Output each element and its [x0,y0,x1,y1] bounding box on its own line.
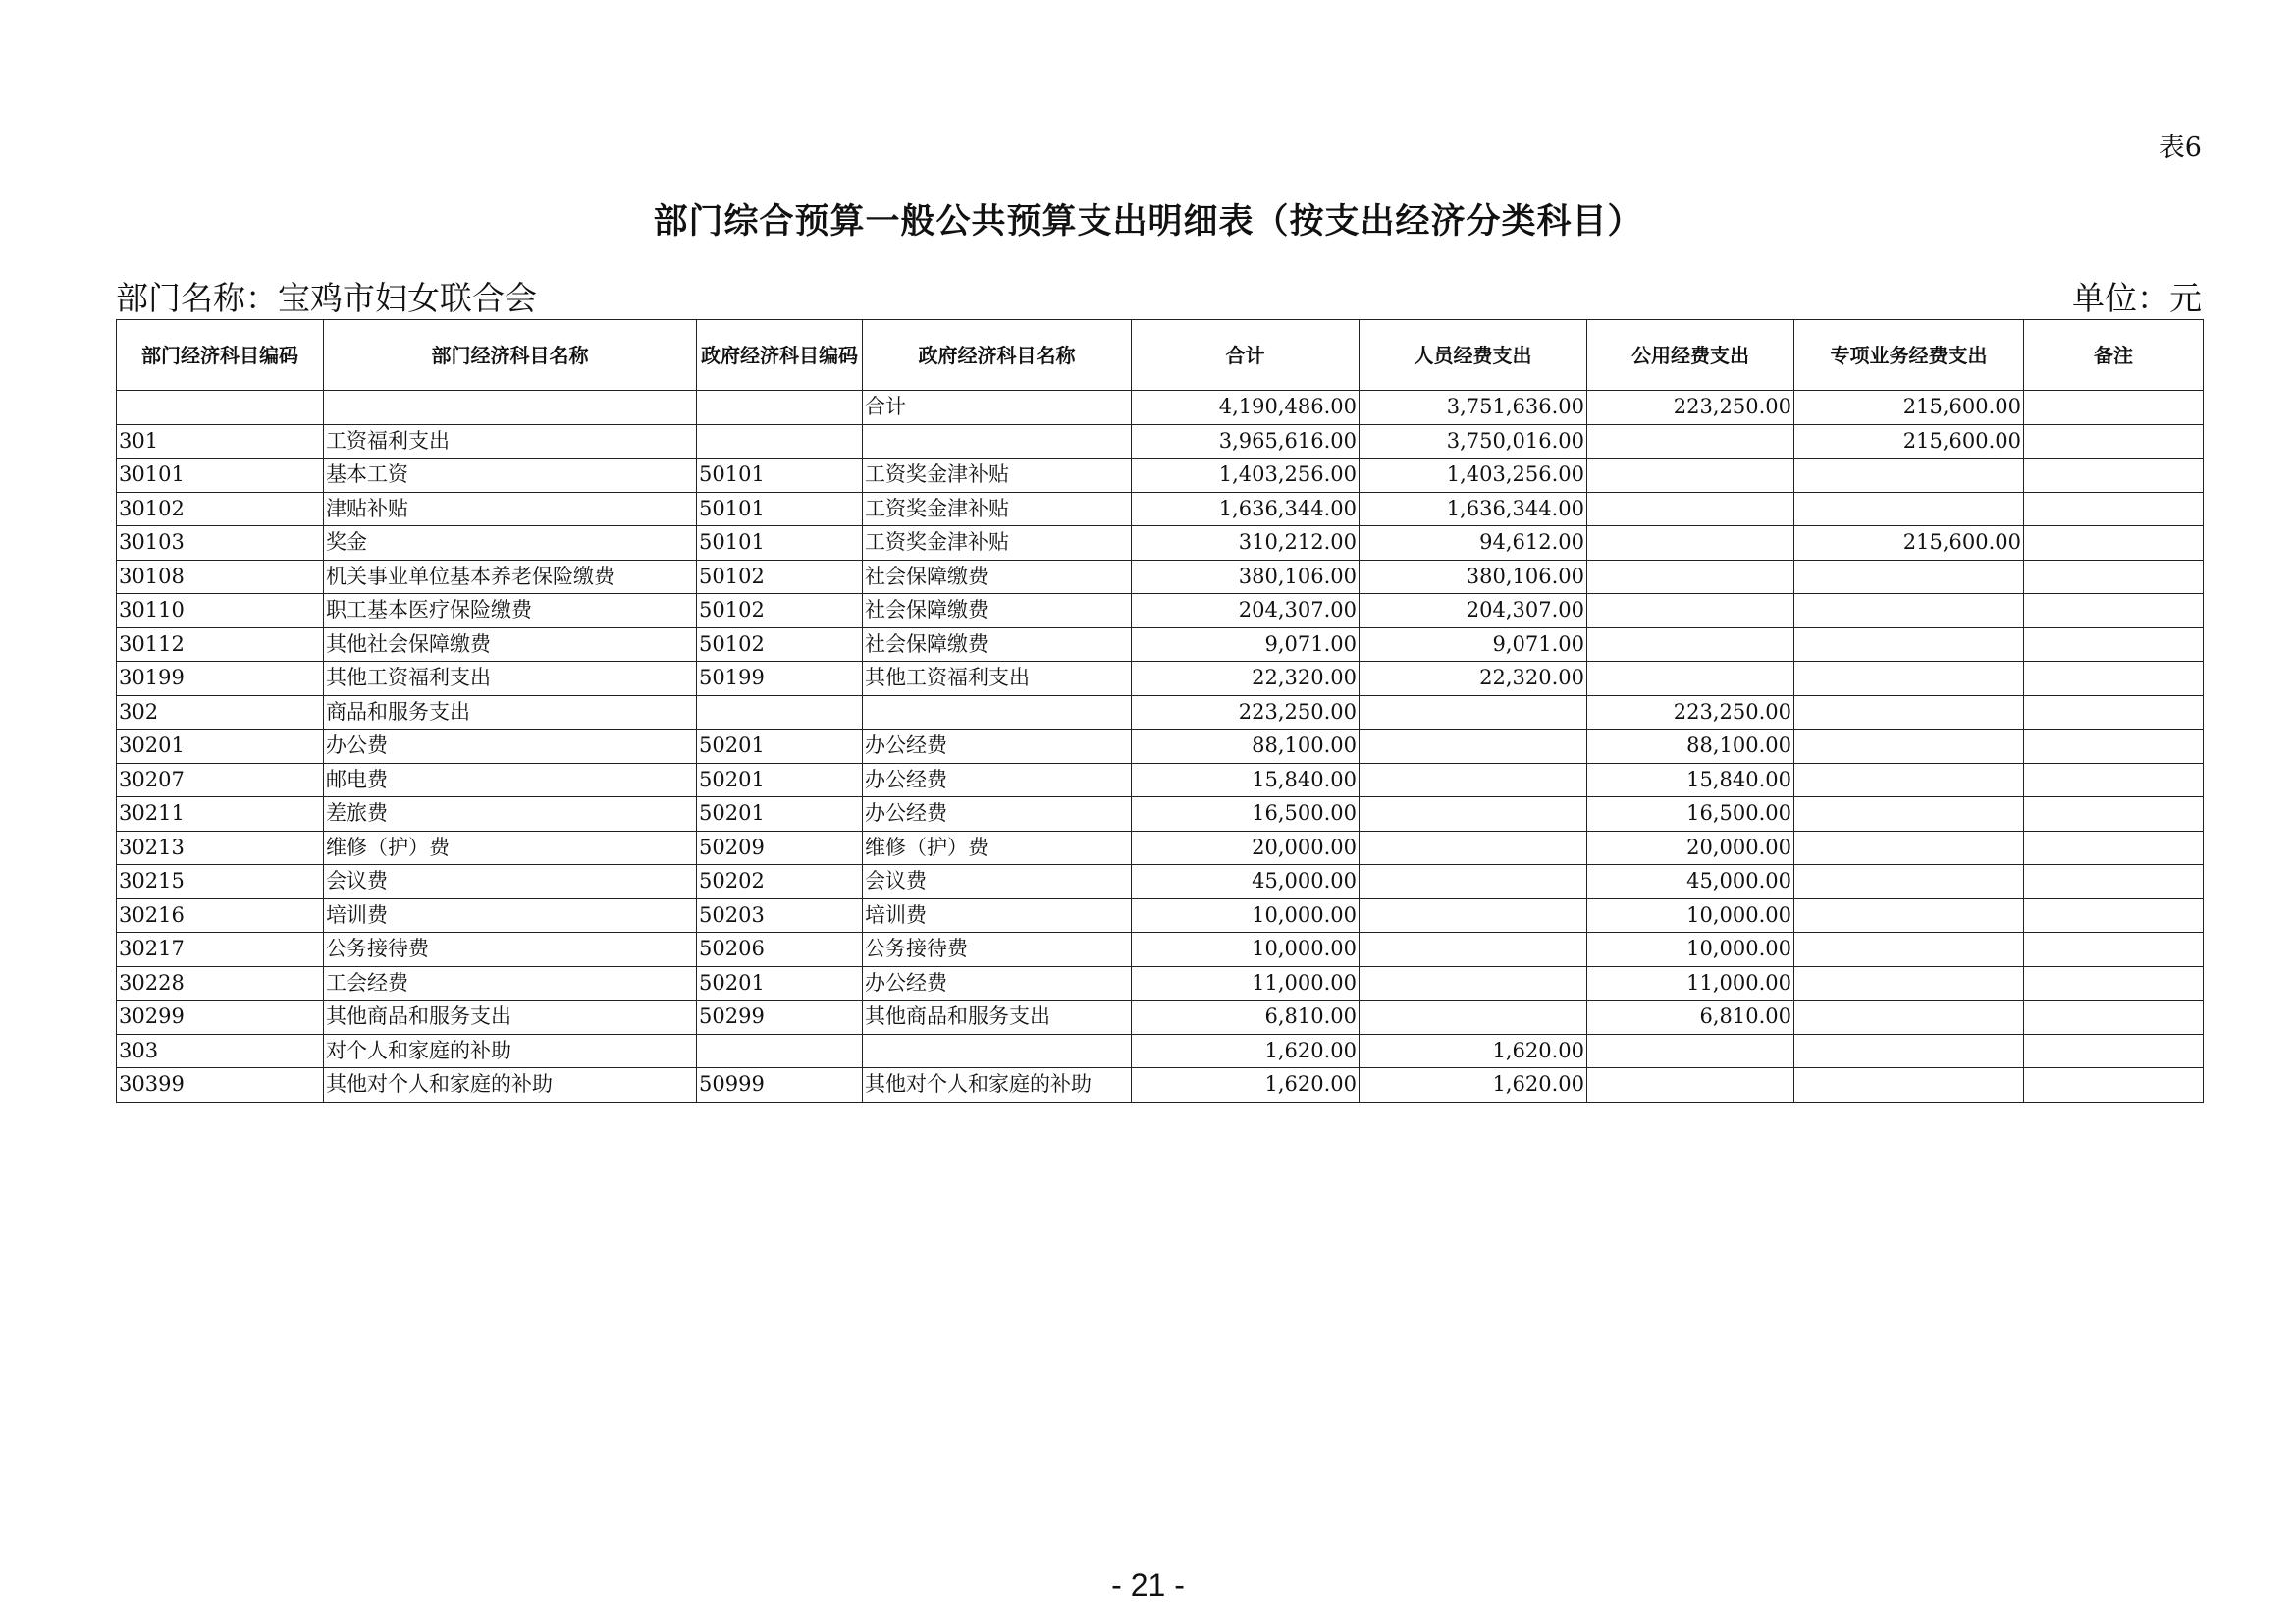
special-cell [1794,695,2024,730]
table-row [117,730,2204,764]
total-cell: 1,403,256.00 [1132,459,1360,493]
gov-code-cell: 50201 [697,966,863,1001]
personnel-cell: 3,750,016.00 [1360,424,1587,459]
personnel-cell [1360,695,1587,730]
public-cell: 10,000.00 [1587,898,1794,933]
gov-name-cell: 办公经费 [863,763,1132,797]
gov-code-cell: 50299 [697,1001,863,1035]
dept-name-cell: 工会经费 [324,966,697,1001]
column-header: 部门经济科目编码 [117,320,324,391]
dept-code-cell: 30102 [117,492,324,526]
gov-name-cell: 培训费 [863,898,1132,933]
gov-name-cell [863,695,1132,730]
dept-code-cell: 30217 [117,933,324,967]
gov-name-cell [863,424,1132,459]
personnel-cell [1360,797,1587,832]
total-cell: 204,307.00 [1132,594,1360,628]
personnel-cell: 1,620.00 [1360,1034,1587,1068]
budget-detail-table [116,319,2204,1103]
gov-code-cell: 50101 [697,459,863,493]
special-cell [1794,730,2024,764]
personnel-cell: 204,307.00 [1360,594,1587,628]
table-row [117,526,2204,561]
table-row [117,1034,2204,1068]
gov-name-cell: 公务接待费 [863,933,1132,967]
dept-code-cell: 30201 [117,730,324,764]
gov-code-cell: 50201 [697,797,863,832]
table-row [117,695,2204,730]
public-cell [1587,1034,1794,1068]
dept-name-cell: 商品和服务支出 [324,695,697,730]
department-name: 部门名称：宝鸡市妇女联合会 [116,279,537,317]
special-cell: 215,600.00 [1794,526,2024,561]
gov-code-cell: 50201 [697,763,863,797]
special-cell: 215,600.00 [1794,424,2024,459]
gov-name-cell: 其他工资福利支出 [863,662,1132,696]
personnel-cell [1360,933,1587,967]
gov-code-cell [697,1034,863,1068]
dept-name-cell: 会议费 [324,865,697,899]
gov-code-cell: 50202 [697,865,863,899]
dept-name-cell: 其他社会保障缴费 [324,627,697,662]
table-row [117,662,2204,696]
table-body [117,391,2204,1103]
dept-code-cell: 30228 [117,966,324,1001]
dept-name-cell: 办公费 [324,730,697,764]
note-cell [2024,1034,2204,1068]
gov-code-cell [697,695,863,730]
gov-code-cell: 50101 [697,492,863,526]
special-cell [1794,966,2024,1001]
public-cell: 223,250.00 [1587,695,1794,730]
personnel-cell [1360,730,1587,764]
dept-name-cell: 培训费 [324,898,697,933]
total-cell: 10,000.00 [1132,898,1360,933]
gov-name-cell: 维修（护）费 [863,831,1132,865]
personnel-cell [1360,763,1587,797]
dept-name-cell: 维修（护）费 [324,831,697,865]
gov-name-cell: 社会保障缴费 [863,560,1132,594]
special-cell [1794,1001,2024,1035]
note-cell [2024,763,2204,797]
dept-code-cell: 30215 [117,865,324,899]
gov-name-cell: 工资奖金津补贴 [863,459,1132,493]
dept-name-cell: 其他对个人和家庭的补助 [324,1068,697,1103]
column-header: 政府经济科目名称 [863,320,1132,391]
dept-code-cell: 30103 [117,526,324,561]
personnel-cell: 1,636,344.00 [1360,492,1587,526]
special-cell [1794,898,2024,933]
gov-code-cell: 50101 [697,526,863,561]
personnel-cell [1360,1001,1587,1035]
table-row [117,898,2204,933]
gov-name-cell: 其他商品和服务支出 [863,1001,1132,1035]
dept-code-cell: 301 [117,424,324,459]
table-row [117,627,2204,662]
total-cell: 45,000.00 [1132,865,1360,899]
note-cell [2024,391,2204,425]
note-cell [2024,662,2204,696]
dept-name-cell: 职工基本医疗保险缴费 [324,594,697,628]
table-row [117,492,2204,526]
table-row [117,763,2204,797]
dept-code-cell: 30112 [117,627,324,662]
dept-code-cell: 30110 [117,594,324,628]
gov-code-cell [697,391,863,425]
dept-name-cell: 对个人和家庭的补助 [324,1034,697,1068]
dept-code-cell: 30101 [117,459,324,493]
dept-name-cell: 津贴补贴 [324,492,697,526]
gov-code-cell: 50206 [697,933,863,967]
personnel-cell [1360,831,1587,865]
public-cell [1587,1068,1794,1103]
special-cell [1794,797,2024,832]
note-cell [2024,865,2204,899]
table-row [117,391,2204,425]
dept-name-cell: 奖金 [324,526,697,561]
dept-code-cell: 30207 [117,763,324,797]
dept-name-cell: 工资福利支出 [324,424,697,459]
special-cell [1794,492,2024,526]
dept-code-cell: 303 [117,1034,324,1068]
total-cell: 380,106.00 [1132,560,1360,594]
note-cell [2024,831,2204,865]
total-cell: 3,965,616.00 [1132,424,1360,459]
dept-code-cell [117,391,324,425]
note-cell [2024,627,2204,662]
table-row [117,966,2204,1001]
column-header: 专项业务经费支出 [1794,320,2024,391]
gov-name-cell [863,1034,1132,1068]
dept-name-cell [324,391,697,425]
public-cell: 10,000.00 [1587,933,1794,967]
note-cell [2024,695,2204,730]
table-row [117,459,2204,493]
public-cell [1587,526,1794,561]
public-cell: 6,810.00 [1587,1001,1794,1035]
table-row [117,933,2204,967]
total-cell: 1,620.00 [1132,1068,1360,1103]
total-cell: 22,320.00 [1132,662,1360,696]
note-cell [2024,730,2204,764]
dept-code-cell: 302 [117,695,324,730]
special-cell [1794,865,2024,899]
note-cell [2024,933,2204,967]
gov-code-cell: 50209 [697,831,863,865]
column-header: 政府经济科目编码 [697,320,863,391]
personnel-cell: 22,320.00 [1360,662,1587,696]
personnel-cell: 3,751,636.00 [1360,391,1587,425]
special-cell [1794,1068,2024,1103]
public-cell: 15,840.00 [1587,763,1794,797]
dept-code-cell: 30199 [117,662,324,696]
public-cell: 20,000.00 [1587,831,1794,865]
column-header: 人员经费支出 [1360,320,1587,391]
special-cell: 215,600.00 [1794,391,2024,425]
total-cell: 1,636,344.00 [1132,492,1360,526]
dept-name-cell: 其他商品和服务支出 [324,1001,697,1035]
public-cell [1587,662,1794,696]
column-header: 备注 [2024,320,2204,391]
dept-name-cell: 其他工资福利支出 [324,662,697,696]
public-cell: 16,500.00 [1587,797,1794,832]
note-cell [2024,966,2204,1001]
special-cell [1794,459,2024,493]
page-number: - 21 - [1111,1567,1185,1602]
note-cell [2024,459,2204,493]
table-header-row [117,320,2204,391]
note-cell [2024,1001,2204,1035]
special-cell [1794,594,2024,628]
note-cell [2024,492,2204,526]
special-cell [1794,1034,2024,1068]
public-cell: 88,100.00 [1587,730,1794,764]
personnel-cell [1360,966,1587,1001]
page-title: 部门综合预算一般公共预算支出明细表（按支出经济分类科目） [653,202,1643,242]
note-cell [2024,560,2204,594]
table-row [117,831,2204,865]
table-number: 表6 [2158,133,2202,163]
table-row [117,1001,2204,1035]
public-cell [1587,424,1794,459]
gov-code-cell: 50199 [697,662,863,696]
dept-name-cell: 邮电费 [324,763,697,797]
table-row [117,424,2204,459]
gov-name-cell: 会议费 [863,865,1132,899]
total-cell: 88,100.00 [1132,730,1360,764]
dept-code-cell: 30299 [117,1001,324,1035]
column-header: 部门经济科目名称 [324,320,697,391]
personnel-cell: 1,403,256.00 [1360,459,1587,493]
public-cell [1587,627,1794,662]
public-cell: 45,000.00 [1587,865,1794,899]
gov-name-cell: 办公经费 [863,797,1132,832]
gov-code-cell: 50201 [697,730,863,764]
table-row [117,594,2204,628]
note-cell [2024,424,2204,459]
dept-code-cell: 30108 [117,560,324,594]
personnel-cell: 94,612.00 [1360,526,1587,561]
special-cell [1794,763,2024,797]
gov-code-cell: 50102 [697,594,863,628]
total-cell: 11,000.00 [1132,966,1360,1001]
currency-unit: 单位：元 [2072,279,2202,317]
special-cell [1794,933,2024,967]
total-cell: 16,500.00 [1132,797,1360,832]
special-cell [1794,627,2024,662]
table-row [117,865,2204,899]
gov-code-cell: 50102 [697,627,863,662]
total-cell: 4,190,486.00 [1132,391,1360,425]
note-cell [2024,594,2204,628]
total-cell: 1,620.00 [1132,1034,1360,1068]
total-cell: 6,810.00 [1132,1001,1360,1035]
total-cell: 15,840.00 [1132,763,1360,797]
dept-name-cell: 差旅费 [324,797,697,832]
public-cell [1587,459,1794,493]
public-cell: 223,250.00 [1587,391,1794,425]
total-cell: 310,212.00 [1132,526,1360,561]
dept-name-cell: 基本工资 [324,459,697,493]
gov-code-cell [697,424,863,459]
gov-name-cell: 合计 [863,391,1132,425]
note-cell [2024,526,2204,561]
special-cell [1794,662,2024,696]
personnel-cell [1360,865,1587,899]
column-header: 合计 [1132,320,1360,391]
total-cell: 10,000.00 [1132,933,1360,967]
public-cell: 11,000.00 [1587,966,1794,1001]
gov-name-cell: 社会保障缴费 [863,627,1132,662]
gov-name-cell: 其他对个人和家庭的补助 [863,1068,1132,1103]
dept-code-cell: 30216 [117,898,324,933]
personnel-cell: 9,071.00 [1360,627,1587,662]
total-cell: 9,071.00 [1132,627,1360,662]
note-cell [2024,898,2204,933]
gov-name-cell: 办公经费 [863,966,1132,1001]
special-cell [1794,560,2024,594]
dept-code-cell: 30211 [117,797,324,832]
public-cell [1587,492,1794,526]
gov-name-cell: 社会保障缴费 [863,594,1132,628]
dept-code-cell: 30213 [117,831,324,865]
note-cell [2024,1068,2204,1103]
column-header: 公用经费支出 [1587,320,1794,391]
personnel-cell: 380,106.00 [1360,560,1587,594]
dept-code-cell: 30399 [117,1068,324,1103]
public-cell [1587,560,1794,594]
gov-name-cell: 办公经费 [863,730,1132,764]
table-row [117,797,2204,832]
public-cell [1587,594,1794,628]
gov-name-cell: 工资奖金津补贴 [863,492,1132,526]
gov-code-cell: 50999 [697,1068,863,1103]
gov-name-cell: 工资奖金津补贴 [863,526,1132,561]
dept-name-cell: 机关事业单位基本养老保险缴费 [324,560,697,594]
note-cell [2024,797,2204,832]
total-cell: 223,250.00 [1132,695,1360,730]
personnel-cell: 1,620.00 [1360,1068,1587,1103]
gov-code-cell: 50203 [697,898,863,933]
special-cell [1794,831,2024,865]
dept-name-cell: 公务接待费 [324,933,697,967]
table-row [117,1068,2204,1103]
gov-code-cell: 50102 [697,560,863,594]
total-cell: 20,000.00 [1132,831,1360,865]
personnel-cell [1360,898,1587,933]
table-row [117,560,2204,594]
